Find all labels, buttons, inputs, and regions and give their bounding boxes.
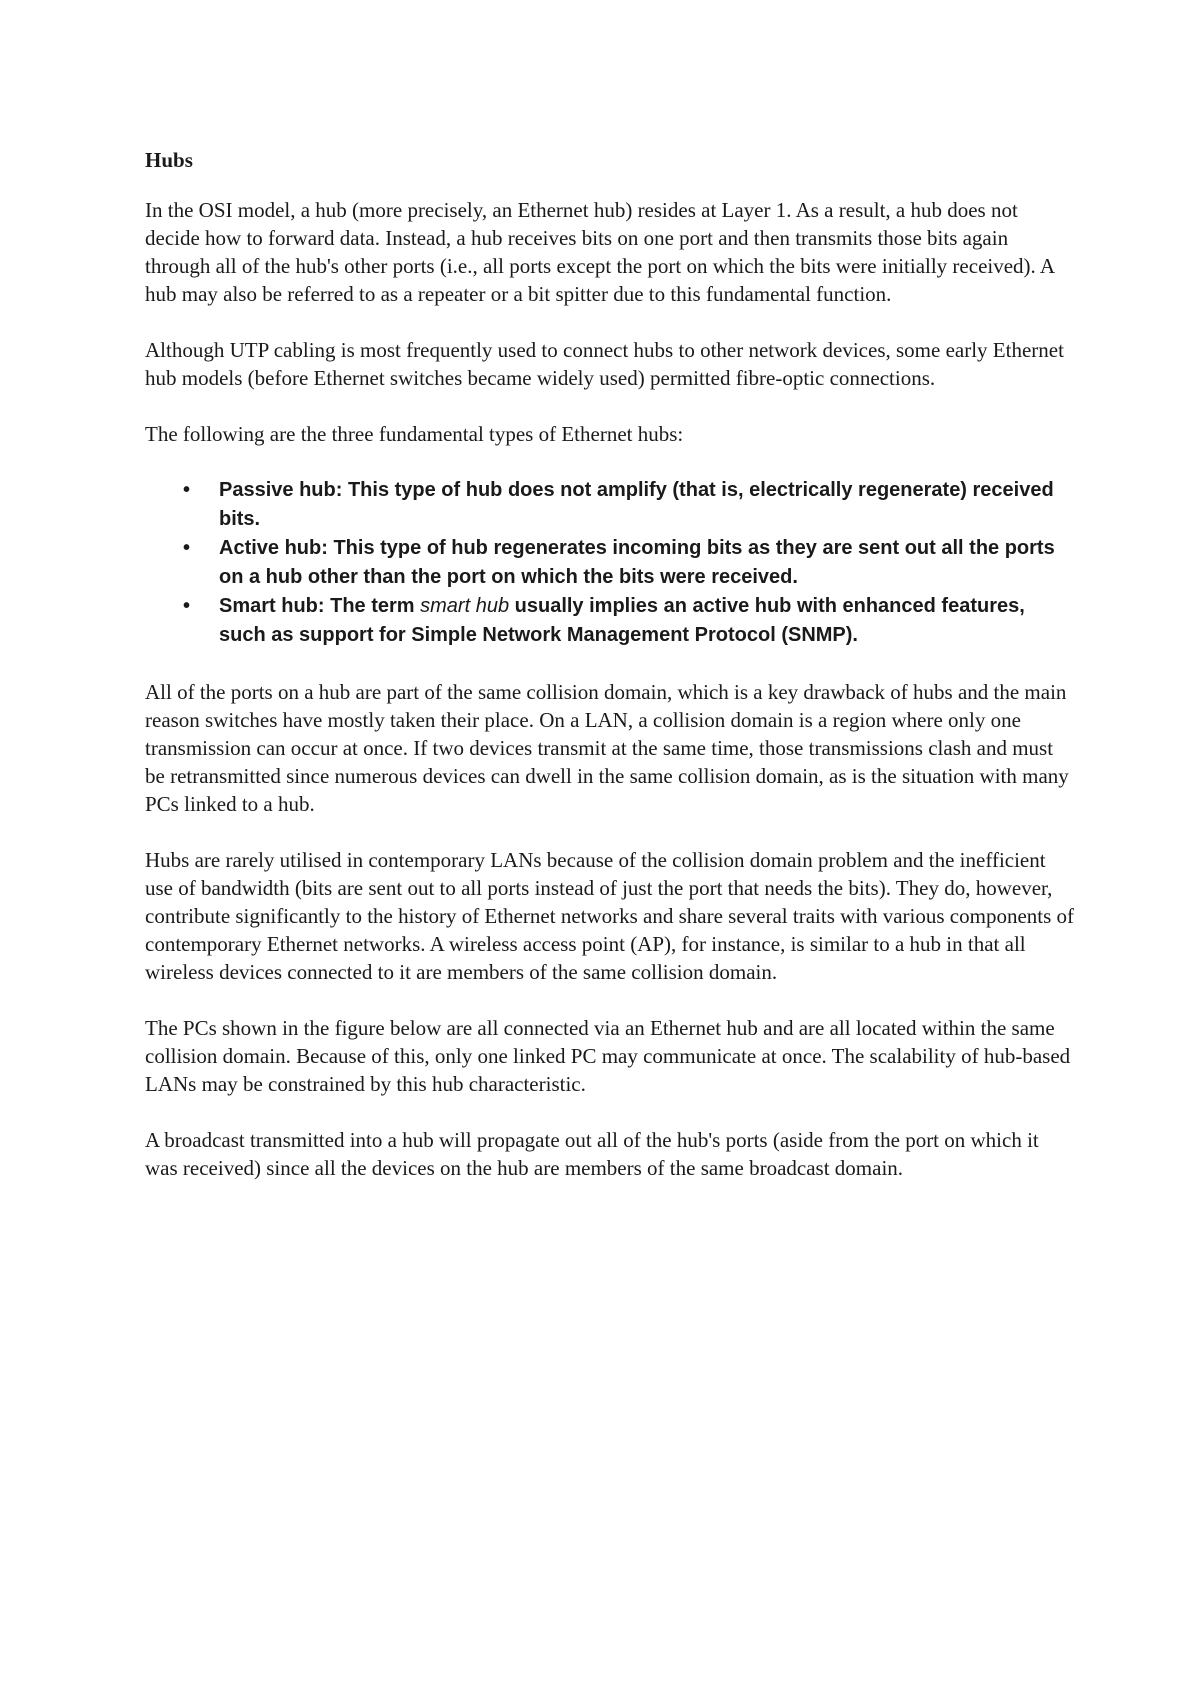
passive-hub-term: Passive hub: bbox=[219, 479, 343, 501]
active-hub-text: This type of hub regenerates incoming bits as they are sent out all the ports on a hub other than the port on which the bits were received. bbox=[219, 537, 1055, 588]
active-hub-term: Active hub: bbox=[219, 537, 328, 559]
smart-hub-text-before: The term bbox=[324, 595, 421, 617]
list-item-smart-hub bbox=[145, 592, 1075, 650]
paragraph-pcs-figure: The PCs shown in the figure below are all connected via an Ethernet hub and are all located within the same collision domain. Because of this, only one linked PC may communicate at once. The scalability of hub-based LANs may be constrained by this hub characteristic. bbox=[145, 1016, 1071, 1096]
smart-hub-emphasis: smart hub bbox=[420, 595, 510, 617]
smart-hub-text-after: usually implies an active hub with enhanced features, such as support for Simple Network Management Protocol (SNMP). bbox=[219, 595, 1025, 646]
bullet-icon: • bbox=[183, 479, 191, 501]
paragraph-utp-cabling: Although UTP cabling is most frequently used to connect hubs to other network devices, some early Ethernet hub models (before Ethernet switches became widely used) permitted fibre-optic connections. bbox=[145, 338, 1064, 390]
paragraph-collision-domain: All of the ports on a hub are part of the same collision domain, which is a key drawback of hubs and the main reason switches have mostly taken their place. On a LAN, a collision domain is a region where only one transmission can occur at once. If two devices transmit at the same time, those transmissions clash and must be retransmitted since numerous devices can dwell in the same collision domain, as is the situation with many PCs linked to a hub. bbox=[145, 680, 1069, 816]
paragraph-hub-types-intro: The following are the three fundamental types of Ethernet hubs: bbox=[145, 422, 684, 446]
bullet-icon: • bbox=[183, 595, 191, 617]
bullet-icon: • bbox=[183, 537, 191, 559]
paragraph-osi-layer: In the OSI model, a hub (more precisely, an Ethernet hub) resides at Layer 1. As a result, a hub does not decide how to forward data. Instead, a hub receives bits on one port and then transmits those bits again through all of the hub's other ports (i.e., all ports except the port on which the bits were initially received). A hub may also be referred to as a repeater or a bit spitter due to this fundamental function. bbox=[145, 198, 1054, 306]
document-body bbox=[145, 146, 1075, 1210]
passive-hub-text: This type of hub does not amplify (that is, electrically regenerate) received bits. bbox=[219, 479, 1054, 530]
paragraph-hub-usage: Hubs are rarely utilised in contemporary LANs because of the collision domain problem and the inefficient use of bandwidth (bits are sent out to all ports instead of just the port that needs the bits). They do, however, contribute significantly to the history of Ethernet networks and share several traits with various components of contemporary Ethernet networks. A wireless access point (AP), for instance, is similar to a hub in that all wireless devices connected to it are members of the same collision domain. bbox=[145, 848, 1075, 984]
smart-hub-term: Smart hub: bbox=[219, 595, 325, 617]
section-heading: Hubs bbox=[145, 148, 193, 172]
list-item-passive-hub bbox=[145, 476, 1075, 534]
paragraph-broadcast-domain: A broadcast transmitted into a hub will propagate out all of the hub's ports (aside from the port on which it was received) since all the devices on the hub are members of the same broadcast domain. bbox=[145, 1128, 1039, 1180]
hub-types-list bbox=[145, 476, 1075, 650]
list-item-active-hub bbox=[145, 534, 1075, 592]
